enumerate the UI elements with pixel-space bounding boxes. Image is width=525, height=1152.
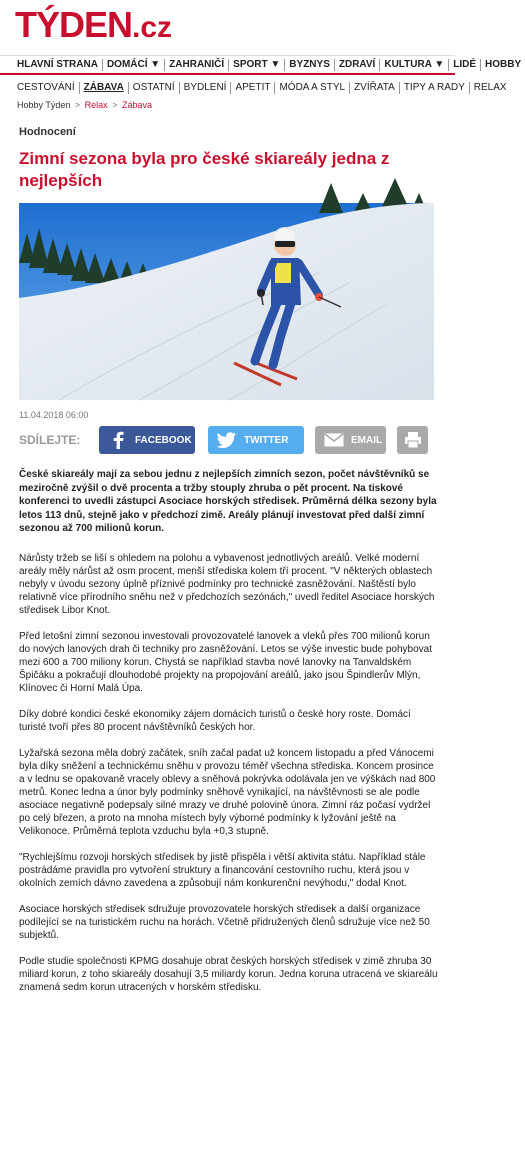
subnav-item-zabava[interactable]: ZÁBAVA	[80, 82, 129, 94]
logo-text: TÝDEN	[15, 4, 133, 45]
article-paragraph: Lyžařská sezona měla dobrý začátek, sníh začal padat už koncem listopadu a před Vánocemi byla díky sněžení a technickému sněhu v provozu téměř všechna střediska. Koncem prosince a v lednu se opakovaně vracely oblevy a sněhová pokrývka odolávala jen ve výškách nad 800 metrů. Konec ledna a únor byly podmínky sněhově vynikající, na návštěvnosti se ale podle asociace negativně podepsaly silné mrazy ve druhé polovině února. Zimní ráz počasí vydržel po celý březen, a proto na mnoha místech byly výborné podmínky k lyžování ještě na Velikonoce. Průměrná teplota vzduchu byla +0,3 stupně.	[19, 747, 436, 837]
nav-item-hlavni-strana[interactable]: HLAVNÍ STRANA	[17, 59, 103, 71]
twitter-share-label: TWITTER	[244, 434, 289, 446]
envelope-icon	[323, 429, 345, 451]
main-navigation	[0, 55, 522, 75]
breadcrumb	[17, 100, 152, 110]
nav-item-sport[interactable]: SPORT ▼	[229, 59, 285, 71]
nav-item-domaci[interactable]: DOMÁCÍ ▼	[103, 59, 165, 71]
email-share-label: EMAIL	[351, 434, 383, 446]
nav-item-zahranici[interactable]: ZAHRANIČÍ	[165, 59, 229, 71]
article-paragraph: Díky dobré kondici české ekonomiky zájem domácích turistů o české hory roste. Domácí turisté tvoří přes 80 procent návštěvníků českých hor.	[19, 708, 411, 733]
article-photo	[19, 203, 434, 400]
article-lead: České skiareály mají za sebou jednu z nejlepších zimních sezon, počet návštěvníků se meziročně zvýšil o dvě procenta a tržby stouply zhruba o pět procent. Na tiskové konferenci to uvedli zástupci Asociace horských středisek. Průměrná délka sezony byla letos 113 dnů, stejně jako v předchozí zimě. Areály plánují investovat před další zimní sezonou až 700 milionů korun.	[19, 469, 437, 534]
subnav-item-tipy-a-rady[interactable]: TIPY A RADY	[400, 82, 470, 94]
article-paragraph: Nárůsty tržeb se liší s ohledem na polohu a vybavenost jednotlivých areálů. Velké moderní areály měly nárůst až osm procent, menší střediska kolem tří procent. "V některých oblastech nebyly v úvodu sezony úplně příznivé podmínky pro technické zasněžování. Naštěstí bylo relativně více přírodního sněhu než v předchozích sezónách," uvedl ředitel Asociace horských středisek Libor Knot.	[19, 552, 435, 616]
article-category: Hodnocení	[19, 126, 76, 138]
breadcrumb-separator: >	[74, 100, 81, 110]
facebook-share-label: FACEBOOK	[135, 434, 192, 446]
nav-item-lide[interactable]: LIDÉ	[449, 59, 481, 71]
article-headline: Zimní sezona byla pro české skiareály jedna z nejlepších	[19, 149, 390, 190]
print-button[interactable]	[397, 426, 428, 454]
article-paragraph: Asociace horských středisek sdružuje provozovatele horských středisek a další organizace podílející se na turistickém ruchu na horách. Včetně přidružených členů sdružuje více než 50 subjektů.	[19, 903, 430, 941]
share-bar	[19, 425, 439, 455]
breadcrumb-separator: >	[112, 100, 118, 110]
breadcrumb-home[interactable]: Hobby Týden	[17, 100, 71, 110]
article-date: 11.04.2018 06:00	[19, 410, 89, 420]
facebook-share-button[interactable]	[99, 426, 195, 454]
article-body	[19, 468, 438, 1007]
nav-item-kultura[interactable]: KULTURA ▼	[380, 59, 449, 71]
subnav-item-bydleni[interactable]: BYDLENÍ	[180, 82, 232, 94]
article-paragraph: "Rychlejšímu rozvoji horských středisek by jistě přispěla i větší aktivita státu. Například stále postrádáme pravidla pro vytvoření struktury a financování cestovního ruchu, která jsou v okolních zemích dávno zavedena a způsobují nám konkurenční nevýhodu," dodal Knot.	[19, 851, 426, 889]
twitter-share-button[interactable]	[208, 426, 304, 454]
subnav-item-moda-a-styl[interactable]: MÓDA A STYL	[275, 82, 350, 94]
subnav-item-apetit[interactable]: APETIT	[231, 82, 275, 94]
article-paragraph: Před letošní zimní sezonou investovali provozovatelé lanovek a vleků přes 700 milionů korun do nových lanových drah či techniky pro zasněžování. Letos se výše investic bude pohybovat mezi 600 a 700 miliony korun. Chystá se například stavba nové lanovky na Tanvaldském Špičáku a pokračují dlouhodobé projekty na propojování areálů, jako jsou Špindlerův Mlýn, Klínovec či Horní Malá Úpa.	[19, 630, 433, 694]
facebook-icon	[107, 429, 129, 451]
subnav-item-ostatni[interactable]: OSTATNÍ	[129, 82, 180, 94]
sub-navigation	[0, 80, 507, 96]
twitter-icon	[216, 429, 238, 451]
email-share-button[interactable]	[315, 426, 386, 454]
nav-item-hobby[interactable]: HOBBY	[485, 58, 522, 70]
nav-item-zdravi[interactable]: ZDRAVÍ	[335, 59, 380, 71]
breadcrumb-zabava[interactable]: Zábava	[121, 100, 153, 110]
subnav-item-relax[interactable]: RELAX	[473, 82, 507, 93]
site-logo[interactable]	[15, 5, 172, 45]
share-label: SDÍLEJTE:	[19, 433, 81, 447]
nav-item-byznys[interactable]: BYZNYS	[285, 59, 335, 71]
printer-icon	[402, 429, 424, 451]
subnav-item-cestovani[interactable]: CESTOVÁNÍ	[17, 82, 80, 94]
subnav-item-zvirata[interactable]: ZVÍŘATA	[350, 82, 400, 94]
breadcrumb-relax[interactable]: Relax	[84, 100, 108, 110]
logo-tld: .cz	[132, 11, 173, 44]
article-paragraph: Podle studie společnosti KPMG dosahuje obrat českých horských středisek v zimě zhruba 30 miliard korun, z toho skiareály dosahují 3,5 miliardy korun. Jedna koruna utracená ve skiareálu znamená sedm korun utracených v horském středisku.	[19, 955, 438, 993]
